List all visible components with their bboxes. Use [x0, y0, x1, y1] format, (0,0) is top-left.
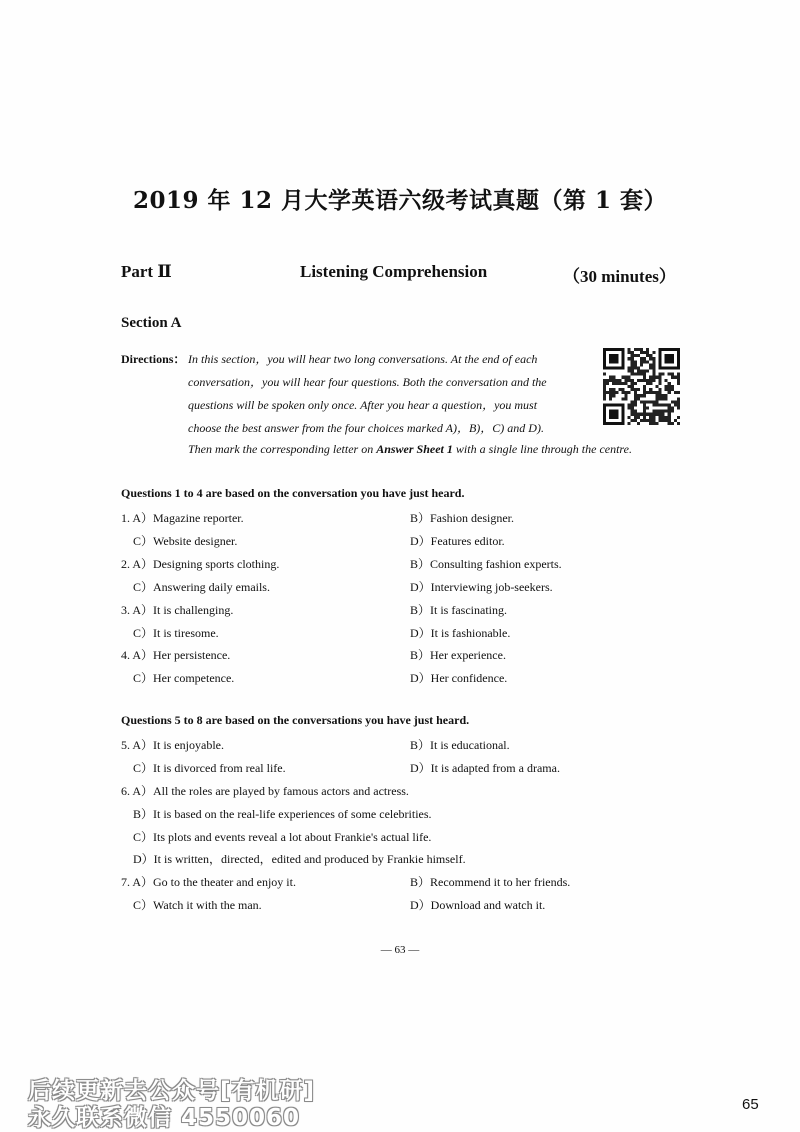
option-1a: 1. A）Magazine reporter.	[121, 511, 244, 525]
qr-code-icon	[603, 348, 680, 425]
option-7c: C）Watch it with the man.	[133, 898, 262, 912]
option-6b: B）It is based on the real-life experiences of some celebrities.	[133, 807, 432, 821]
option-7b: B）Recommend it to her friends.	[410, 875, 571, 889]
part-name: Listening Comprehension	[300, 262, 488, 281]
page-footer: — 63 —	[380, 944, 420, 956]
questions-1-4-heading: Questions 1 to 4 are based on the conversation you have just heard.	[121, 486, 465, 500]
option-6a: 6. A）All the roles are played by famous actors and actress.	[121, 784, 409, 798]
option-3a: 3. A）It is challenging.	[121, 603, 234, 617]
option-5a: 5. A）It is enjoyable.	[121, 738, 224, 752]
option-2c: C）Answering daily emails.	[133, 580, 270, 594]
directions-line: In this section，you will hear two long conversations. At the end of each	[188, 352, 538, 366]
option-4a: 4. A）Her persistence.	[121, 648, 231, 662]
option-2b: B）Consulting fashion experts.	[410, 557, 562, 571]
option-1b: B）Fashion designer.	[410, 511, 514, 525]
option-4b: B）Her experience.	[410, 648, 506, 662]
directions-line: questions will be spoken only once. After you hear a question，you must	[188, 398, 538, 412]
section-heading: Section A	[121, 315, 182, 331]
directions-label: Directions：	[121, 352, 186, 366]
part-label: Part Ⅱ	[121, 262, 172, 281]
watermark-line-2: 永久联系微信 4550060	[28, 1105, 301, 1131]
option-3d: D）It is fashionable.	[410, 626, 511, 640]
option-6c: C）Its plots and events reveal a lot about Frankie's actual life.	[133, 830, 432, 844]
directions-line: choose the best answer from the four choices marked A)，B)，C) and D).	[188, 421, 544, 435]
directions-line-start: Then mark the corresponding letter on	[188, 442, 377, 456]
directions-line-end: with a single line through the centre.	[452, 442, 632, 456]
option-1c: C）Website designer.	[133, 534, 238, 548]
questions-5-8-heading: Questions 5 to 8 are based on the conversations you have just heard.	[121, 713, 470, 727]
option-3c: C）It is tiresome.	[133, 626, 219, 640]
option-5b: B）It is educational.	[410, 738, 510, 752]
option-7d: D）Download and watch it.	[410, 898, 546, 912]
option-5c: C）It is divorced from real life.	[133, 761, 286, 775]
page-title: 2019 年 12 月大学英语六级考试真题（第 1 套）	[132, 187, 668, 214]
watermark-line-1: 后续更新去公众号[有机研]	[28, 1078, 316, 1104]
option-6d: D）It is written，directed，edited and produced by Frankie himself.	[133, 852, 466, 866]
answer-sheet-bold: Answer Sheet 1	[376, 442, 453, 456]
option-7a: 7. A）Go to the theater and enjoy it.	[121, 875, 296, 889]
option-2d: D）Interviewing job-seekers.	[410, 580, 553, 594]
option-1d: D）Features editor.	[410, 534, 505, 548]
option-5d: D）It is adapted from a drama.	[410, 761, 560, 775]
directions-line: conversation，you will hear four questions. Both the conversation and the	[188, 375, 547, 389]
option-4d: D）Her confidence.	[410, 671, 508, 685]
option-2a: 2. A）Designing sports clothing.	[121, 557, 280, 571]
option-4c: C）Her competence.	[133, 671, 235, 685]
directions-line-last	[188, 442, 632, 457]
page-number: 65	[742, 1096, 759, 1113]
part-time: （30 minutes）	[563, 267, 676, 286]
option-3b: B）It is fascinating.	[410, 603, 507, 617]
